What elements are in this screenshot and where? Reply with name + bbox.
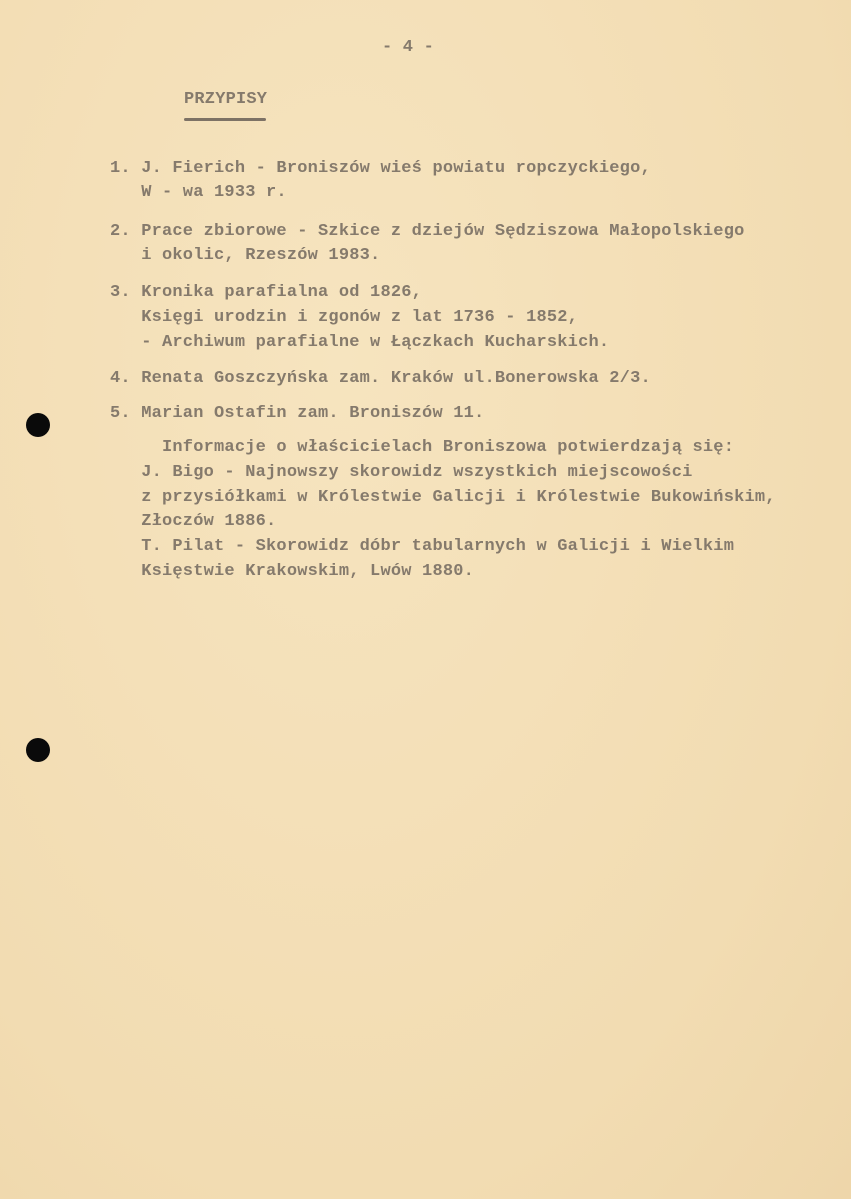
footnote-1-line-1: 1. J. Fierich - Broniszów wieś powiatu ropczyckiego, [110,159,651,178]
note-line-4: Złoczów 1886. [110,512,277,531]
footnote-2-line-2: i okolic, Rzeszów 1983. [110,246,381,265]
footnote-4-line-1: 4. Renata Goszczyńska zam. Kraków ul.Bonerowska 2/3. [110,369,651,388]
note-line-6: Księstwie Krakowskim, Lwów 1880. [110,562,475,581]
footnote-1-line-2: W - wa 1933 r. [110,183,287,202]
note-line-2: J. Bigo - Najnowszy skorowidz wszystkich miejscowości [110,463,693,482]
footnote-5-line-1: 5. Marian Ostafin zam. Broniszów 11. [110,404,485,423]
page-number: - 4 - [382,38,435,57]
footnote-3-line-2: Księgi urodzin i zgonów z lat 1736 - 1852, [110,308,579,327]
footnote-3-line-1: 3. Kronika parafialna od 1826, [110,283,423,302]
punch-hole [26,413,50,437]
note-line-3: z przysiółkami w Królestwie Galicji i Królestwie Bukowińskim, [110,488,776,507]
note-line-5: T. Pilat - Skorowidz dóbr tabularnych w Galicji i Wielkim [110,537,735,556]
note-line-1: Informacje o właścicielach Broniszowa potwierdzają się: [110,438,735,457]
punch-hole [26,738,50,762]
heading-underline [184,118,266,121]
footnote-2-line-1: 2. Prace zbiorowe - Szkice z dziejów Sędziszowa Małopolskiego [110,222,745,241]
heading: PRZYPISY [184,90,268,109]
footnote-3-line-3: - Archiwum parafialne w Łączkach Kucharskich. [110,333,610,352]
